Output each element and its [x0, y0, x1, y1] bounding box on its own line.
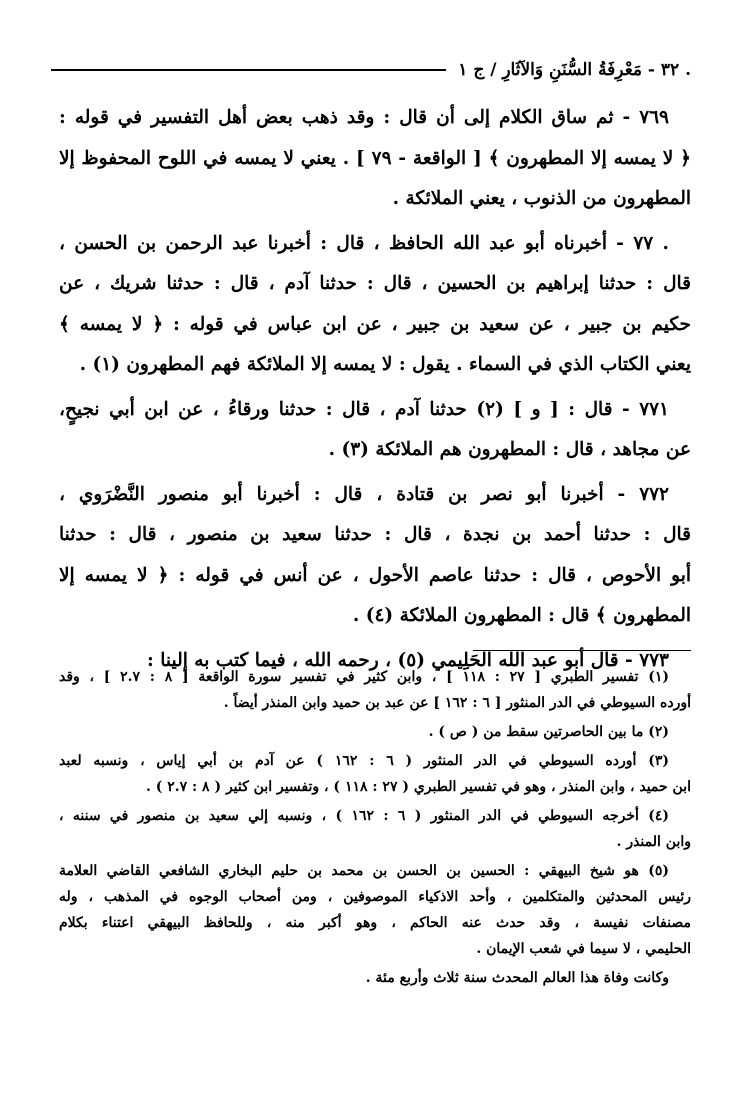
footnote-2 [59, 719, 691, 745]
footnote-line: وابن المنذر . [616, 834, 691, 850]
footnote-line: (١) تفسير الطبري [ ٢٧ : ١١٨ ] ، وابن كثير في تفسير سورة الواقعة [ ٨ : ٢.٧ ] ، وقد [59, 669, 669, 685]
footnote-line: وكانت وفاة هذا العالم المحدث سنة ثلاث وأربع مئة . [365, 970, 669, 986]
text-line: ﴿ لا يمسه إلا المطهرون ﴾ [ الواقعة - ٧٩ ] . يعني لا يمسه في اللوح المحفوظ إلا [59, 147, 691, 169]
footnote-line: رئيس المحدثين والمتكلمين ، وأحد الاذكياء الموصوفين ، ومن أصحاب الوجوه في المذهب ، وله [59, 889, 691, 905]
footnote-line: (٢) ما بين الحاصرتين سقط من ( ص ) . [428, 724, 669, 740]
text-line: أبو الأحوص ، قال : حدثنا عاصم الأحول ، عن أنس في قوله : ﴿ لا يمسه إلا [59, 564, 691, 586]
text-line: عن مجاهد ، قال : المطهرون هم الملائكة (٣) . [328, 439, 691, 460]
text-line: ٧٦٩ - ثم ساق الكلام إلى أن قال : وقد ذهب بعض أهل التفسير في قوله : [59, 107, 669, 128]
footnote-line: مصنفات نفيسة ، وقد حدث عنه الحاكم ، وهو أكبر منه ، وللحافظ البيهقي اعتناء بكلام [59, 915, 691, 931]
footnote-separator [473, 650, 691, 651]
paragraph-771 [59, 390, 691, 471]
footnote-5 [59, 858, 691, 962]
footnote-line: (٤) أخرجه السيوطي في الدر المنثور ( ٦ : ١٦٢ ) ، ونسبه إلي سعيد بن منصور في سننه ، [59, 808, 669, 824]
running-header [51, 52, 691, 88]
text-line: المطهرون ﴾ قال : المطهرون الملائكة (٤) . [352, 605, 691, 626]
text-line: ٧٧٢ - أخبرنا أبو نصر بن قتادة ، قال : أخبرنا أبو منصور النَّضْرَوي ، [59, 483, 669, 505]
footnote-1 [59, 664, 691, 716]
footnote-4 [59, 803, 691, 855]
paragraph-770 [59, 224, 691, 386]
text-line: حكيم بن جبير ، عن سعيد بن جبير ، عن ابن عباس في قوله : ﴿ لا يمسه ﴾ [59, 313, 691, 335]
text-line: ٧٧١ - قال : [ و ] (٢) حدثنا آدم ، قال : حدثنا ورقاءُ ، عن ابن أبي نجيحٍ، [59, 398, 669, 420]
text-line: ٧٧٣ - قال أبو عبد الله الحَلِيمي (٥) ، رحمه الله ، فيما كتب به إلينا : [147, 649, 669, 671]
paragraph-769 [59, 98, 691, 220]
text-line: يعني الكتاب الذي في السماء . يقول : لا يمسه إلا الملائكة فهم المطهرون (١) . [79, 354, 691, 375]
footnote-line: أورده السيوطي في الدر المنثور [ ٦ : ١٦٢ ] عن عبد بن حميد وابن المنذر أيضاً . [223, 695, 691, 711]
header-rule [51, 69, 446, 71]
paragraph-772 [59, 475, 691, 637]
text-line: . ٧٧ - أخبرناه أبو عبد الله الحافظ ، قال : أخبرنا عبد الرحمن بن الحسن ، [59, 232, 669, 254]
page-header-title: . ٣٢ - مَعْرِفَةُ السُّنَنِ وَالآثَارِ / ج ١ [458, 60, 691, 80]
footnote-line: (٣) أورده السيوطي في الدر المنثور ( ٦ : ١٦٢ ) عن آدم بن أبي إياس ، ونسبه لعبد [59, 753, 670, 769]
text-line: قال : حدثنا أحمد بن نجدة ، قال : حدثنا سعيد بن منصور ، قال : حدثنا [59, 524, 691, 545]
footnote-line: (٥) هو شيخ البيهقي : الحسين بن الحسن بن محمد بن حليم البخاري الشافعي القاضي العلامة [59, 863, 669, 879]
footnote-3 [59, 748, 691, 800]
text-line: المطهرون من الذنوب ، يعني الملائكة . [392, 188, 691, 209]
footnote-line: ابن حميد ، وابن المنذر ، وهو في تفسير الطبري ( ٢٧ : ١١٨ ) ، وتفسير ابن كثير ( ٨ : ٢.٧ ) . [145, 779, 691, 795]
footnote-5-continued [59, 965, 691, 991]
main-text [59, 98, 691, 681]
footnote-line: الحليمي ، لا سيما في شعب الإيمان . [476, 941, 691, 957]
footnotes [59, 664, 691, 991]
text-line: قال : حدثنا إبراهيم بن الحسين ، قال : حدثنا آدم ، قال : حدثنا شريك ، عن [59, 273, 691, 294]
